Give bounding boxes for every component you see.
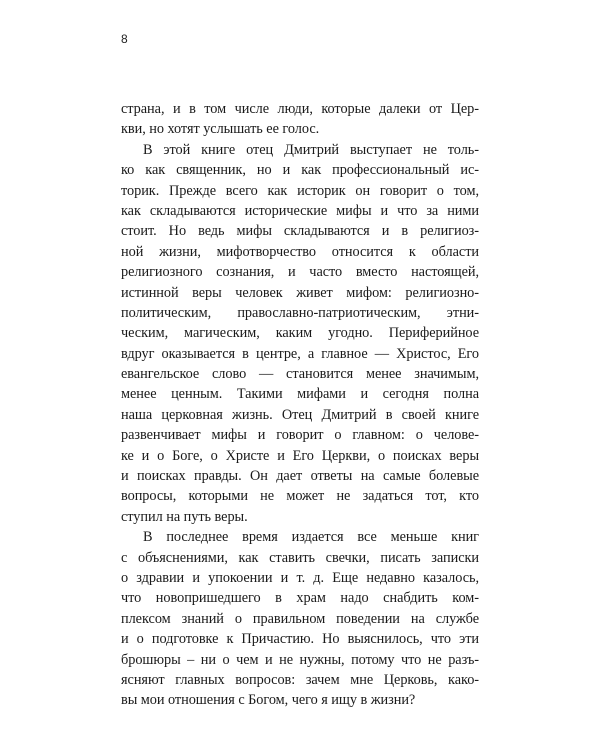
text-line: и о подготовке к Причастию. Но выяснилось, что эти bbox=[121, 631, 479, 648]
text-line: ной жизни, мифотворчество относится к области bbox=[121, 243, 479, 260]
text-line: В последнее время издается все меньше книг bbox=[143, 529, 479, 546]
text-line: наша церковная жизнь. Отец Дмитрий в своей книге bbox=[121, 406, 479, 423]
page-number: 8 bbox=[121, 32, 128, 46]
text-line: и поисках правды. Он дает ответы на самые болевые bbox=[121, 468, 479, 485]
text-line: брошюры – ни о чем и не нужны, потому что не разъ- bbox=[121, 651, 479, 668]
text-line: евангельское слово — становится менее значимым, bbox=[121, 366, 479, 383]
text-line: как складываются исторические мифы и что за ними bbox=[121, 202, 479, 219]
text-line: ке и о Боге, о Христе и Его Церкви, о поисках веры bbox=[121, 447, 479, 464]
text-line: менее ценным. Такими мифами и сегодня полна bbox=[121, 386, 479, 403]
text-line: вдруг оказывается в центре, а главное — Христос, Его bbox=[121, 345, 479, 362]
text-line: В этой книге отец Дмитрий выступает не толь- bbox=[143, 141, 479, 158]
text-line: ческим, магическим, каким угодно. Периферийное bbox=[121, 325, 479, 342]
text-line: страна, и в том числе люди, которые далеки от Цер- bbox=[121, 101, 479, 117]
text-line: политическим, православно-патриотическим, этни- bbox=[121, 304, 479, 321]
text-line: ко как священник, но и как профессиональный ис- bbox=[121, 162, 479, 179]
text-line: ступил на путь веры. bbox=[121, 508, 248, 525]
body-text bbox=[121, 99, 479, 711]
text-line: кви, но хотят услышать ее голос. bbox=[121, 121, 320, 138]
text-line: стоит. Но ведь мифы складываются и в религиоз- bbox=[121, 223, 479, 240]
text-line: вы мои отношения с Богом, чего я ищу в жизни? bbox=[121, 692, 416, 709]
text-line: религиозного сознания, и часто вместо настоящей, bbox=[121, 264, 479, 281]
text-line: ясняют главных вопросов: зачем мне Церковь, како- bbox=[121, 671, 479, 688]
text-line: что новопришедшего в храм надо снабдить ком- bbox=[121, 590, 479, 607]
text-line: развенчивает мифы и говорит о главном: о челове- bbox=[121, 427, 479, 444]
text-line: о здравии и упокоении и т. д. Еще недавно казалось, bbox=[121, 569, 479, 586]
text-line: торик. Прежде всего как историк он говорит о том, bbox=[121, 182, 479, 199]
text-line: с объяснениями, как ставить свечки, писать записки bbox=[121, 549, 479, 566]
text-line: вопросы, которыми не может не задаться тот, кто bbox=[121, 488, 479, 505]
text-line: истинной веры человек живет мифом: религиозно- bbox=[121, 284, 479, 301]
text-line: плексом знаний о правильном поведении на службе bbox=[121, 610, 479, 627]
